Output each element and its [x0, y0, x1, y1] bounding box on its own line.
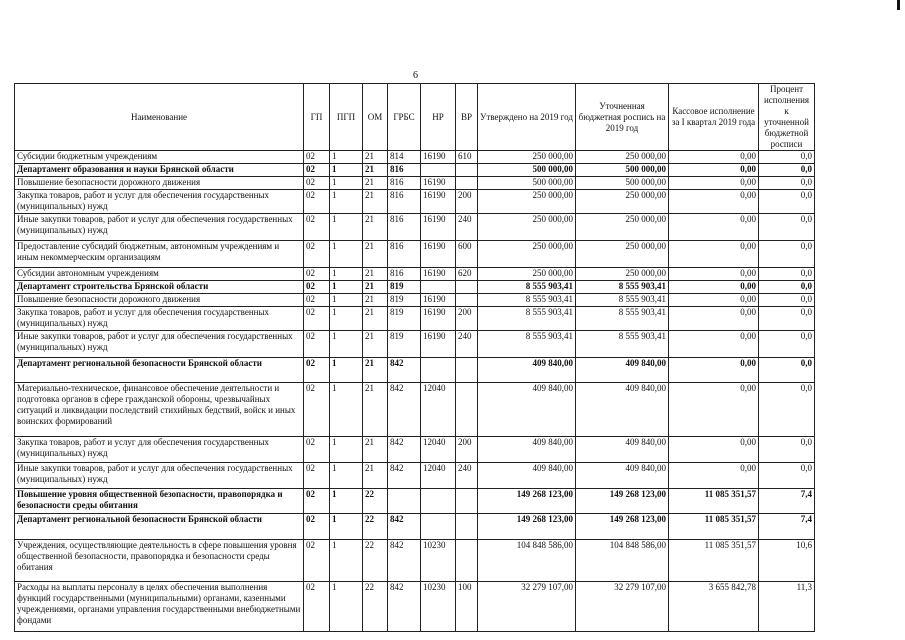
cell-cash: 11 085 351,57	[669, 514, 759, 540]
cell-pgp: 1	[330, 383, 363, 437]
col-header-nr: НР	[421, 84, 456, 151]
cell-om: 21	[363, 190, 388, 214]
cell-grbs: 816	[388, 177, 421, 190]
cell-cash: 0,00	[669, 307, 759, 331]
cell-percent: 0,0	[759, 383, 815, 437]
table-row	[15, 437, 815, 463]
cell-om: 21	[363, 281, 388, 294]
table-row	[15, 383, 815, 437]
cell-nr: 10230	[421, 540, 456, 582]
cell-percent: 7,4	[759, 514, 815, 540]
cell-nr: 10230	[421, 582, 456, 632]
cell-approved: 149 268 123,00	[478, 489, 576, 514]
cell-grbs: 819	[388, 281, 421, 294]
cell-pgp: 1	[330, 540, 363, 582]
cell-grbs: 816	[388, 164, 421, 177]
cell-om: 21	[363, 307, 388, 331]
cell-name: Закупка товаров, работ и услуг для обеспечения государственных (муниципальных) нужд	[15, 307, 304, 331]
cell-approved: 500 000,00	[478, 164, 576, 177]
cell-vr	[456, 383, 478, 437]
cell-gp: 02	[304, 307, 330, 331]
page-edge-mark	[897, 0, 900, 10]
cell-percent: 0,0	[759, 164, 815, 177]
cell-grbs	[388, 489, 421, 514]
cell-name: Закупка товаров, работ и услуг для обеспечения государственных (муниципальных) нужд	[15, 190, 304, 214]
cell-nr: 16190	[421, 177, 456, 190]
cell-om: 21	[363, 164, 388, 177]
table-row	[15, 164, 815, 177]
cell-refined: 250 000,00	[576, 151, 669, 164]
cell-name: Департамент региональной безопасности Брянской области	[15, 358, 304, 383]
cell-approved: 500 000,00	[478, 177, 576, 190]
cell-gp: 02	[304, 540, 330, 582]
table-row	[15, 331, 815, 358]
col-header-name: Наименование	[15, 84, 304, 151]
budget-execution-table	[14, 83, 815, 632]
cell-grbs: 819	[388, 307, 421, 331]
cell-percent: 0,0	[759, 437, 815, 463]
cell-cash: 0,00	[669, 177, 759, 190]
table-row	[15, 489, 815, 514]
cell-nr	[421, 489, 456, 514]
cell-pgp: 1	[330, 281, 363, 294]
cell-nr: 16190	[421, 241, 456, 268]
table-row	[15, 294, 815, 307]
cell-pgp: 1	[330, 241, 363, 268]
cell-refined: 32 279 107,00	[576, 582, 669, 632]
cell-approved: 250 000,00	[478, 190, 576, 214]
cell-pgp: 1	[330, 294, 363, 307]
cell-vr: 240	[456, 463, 478, 489]
cell-nr: 16190	[421, 151, 456, 164]
cell-nr	[421, 514, 456, 540]
cell-grbs: 819	[388, 331, 421, 358]
cell-name: Иные закупки товаров, работ и услуг для обеспечения государственных (муниципальных) нужд	[15, 331, 304, 358]
cell-grbs: 819	[388, 294, 421, 307]
cell-gp: 02	[304, 177, 330, 190]
cell-cash: 11 085 351,57	[669, 489, 759, 514]
table-row	[15, 241, 815, 268]
cell-nr	[421, 358, 456, 383]
cell-percent: 11,3	[759, 582, 815, 632]
cell-om: 21	[363, 358, 388, 383]
cell-percent: 10,6	[759, 540, 815, 582]
cell-percent: 0,0	[759, 307, 815, 331]
cell-vr: 600	[456, 241, 478, 268]
cell-approved: 8 555 903,41	[478, 294, 576, 307]
cell-gp: 02	[304, 514, 330, 540]
cell-gp: 02	[304, 214, 330, 241]
cell-vr	[456, 358, 478, 383]
cell-gp: 02	[304, 190, 330, 214]
cell-percent: 0,0	[759, 241, 815, 268]
cell-pgp: 1	[330, 151, 363, 164]
col-header-om: ОМ	[363, 84, 388, 151]
cell-approved: 149 268 123,00	[478, 514, 576, 540]
table-row	[15, 214, 815, 241]
cell-gp: 02	[304, 437, 330, 463]
cell-refined: 500 000,00	[576, 164, 669, 177]
cell-name: Учреждения, осуществляющие деятельность в сфере повышения уровня общественной безопасности, правопорядка и безопасности среды обитания	[15, 540, 304, 582]
cell-cash: 0,00	[669, 463, 759, 489]
cell-refined: 8 555 903,41	[576, 331, 669, 358]
cell-name: Повышение безопасности дорожного движения	[15, 177, 304, 190]
cell-gp: 02	[304, 489, 330, 514]
cell-refined: 104 848 586,00	[576, 540, 669, 582]
cell-cash: 0,00	[669, 241, 759, 268]
cell-pgp: 1	[330, 268, 363, 281]
cell-cash: 0,00	[669, 331, 759, 358]
cell-grbs: 816	[388, 268, 421, 281]
cell-grbs: 842	[388, 582, 421, 632]
cell-vr	[456, 514, 478, 540]
cell-vr: 240	[456, 331, 478, 358]
table-row	[15, 281, 815, 294]
cell-approved: 409 840,00	[478, 358, 576, 383]
cell-refined: 8 555 903,41	[576, 307, 669, 331]
cell-percent: 0,0	[759, 177, 815, 190]
cell-name: Департамент образования и науки Брянской области	[15, 164, 304, 177]
cell-cash: 0,00	[669, 164, 759, 177]
cell-refined: 250 000,00	[576, 268, 669, 281]
cell-vr	[456, 177, 478, 190]
table-row	[15, 177, 815, 190]
table-row	[15, 540, 815, 582]
cell-percent: 0,0	[759, 358, 815, 383]
cell-gp: 02	[304, 241, 330, 268]
table-row	[15, 151, 815, 164]
cell-om: 21	[363, 268, 388, 281]
cell-gp: 02	[304, 331, 330, 358]
cell-refined: 500 000,00	[576, 177, 669, 190]
cell-percent: 0,0	[759, 268, 815, 281]
cell-percent: 0,0	[759, 294, 815, 307]
col-header-grbs: ГРБС	[388, 84, 421, 151]
cell-grbs: 816	[388, 190, 421, 214]
cell-vr: 610	[456, 151, 478, 164]
cell-percent: 0,0	[759, 214, 815, 241]
cell-nr: 16190	[421, 294, 456, 307]
cell-gp: 02	[304, 151, 330, 164]
table-row	[15, 268, 815, 281]
cell-cash: 0,00	[669, 383, 759, 437]
cell-grbs: 842	[388, 540, 421, 582]
cell-approved: 250 000,00	[478, 241, 576, 268]
cell-nr	[421, 164, 456, 177]
table-row	[15, 190, 815, 214]
col-header-percent: Процент исполнения к уточненной бюджетной росписи	[759, 84, 815, 151]
cell-refined: 409 840,00	[576, 437, 669, 463]
cell-nr: 12040	[421, 437, 456, 463]
cell-refined: 409 840,00	[576, 463, 669, 489]
cell-nr: 16190	[421, 190, 456, 214]
cell-om: 22	[363, 540, 388, 582]
cell-approved: 409 840,00	[478, 383, 576, 437]
cell-pgp: 1	[330, 331, 363, 358]
cell-pgp: 1	[330, 463, 363, 489]
cell-grbs: 816	[388, 241, 421, 268]
cell-pgp: 1	[330, 514, 363, 540]
cell-pgp: 1	[330, 214, 363, 241]
col-header-gp: ГП	[304, 84, 330, 151]
cell-name: Департамент строительства Брянской области	[15, 281, 304, 294]
cell-approved: 250 000,00	[478, 151, 576, 164]
cell-om: 21	[363, 177, 388, 190]
cell-grbs: 842	[388, 463, 421, 489]
cell-refined: 149 268 123,00	[576, 489, 669, 514]
cell-refined: 250 000,00	[576, 214, 669, 241]
cell-grbs: 842	[388, 358, 421, 383]
table-row	[15, 307, 815, 331]
page-number: 6	[413, 70, 418, 81]
cell-pgp: 1	[330, 307, 363, 331]
cell-refined: 250 000,00	[576, 190, 669, 214]
table-row	[15, 582, 815, 632]
col-header-pgp: ПГП	[330, 84, 363, 151]
table-row	[15, 514, 815, 540]
cell-pgp: 1	[330, 190, 363, 214]
cell-percent: 0,0	[759, 190, 815, 214]
cell-grbs: 814	[388, 151, 421, 164]
cell-name: Предоставление субсидий бюджетным, автономным учреждениям и иным некоммерческим организациям	[15, 241, 304, 268]
table-body	[15, 151, 815, 632]
cell-nr: 16190	[421, 331, 456, 358]
cell-om: 22	[363, 514, 388, 540]
cell-pgp: 1	[330, 177, 363, 190]
cell-approved: 250 000,00	[478, 214, 576, 241]
cell-approved: 8 555 903,41	[478, 307, 576, 331]
cell-gp: 02	[304, 164, 330, 177]
col-header-refined: Уточненная бюджетная роспись на 2019 год	[576, 84, 669, 151]
cell-nr: 16190	[421, 307, 456, 331]
cell-vr: 240	[456, 214, 478, 241]
cell-refined: 409 840,00	[576, 358, 669, 383]
cell-pgp: 1	[330, 164, 363, 177]
cell-refined: 409 840,00	[576, 383, 669, 437]
cell-name: Повышение безопасности дорожного движения	[15, 294, 304, 307]
cell-nr: 16190	[421, 214, 456, 241]
cell-cash: 0,00	[669, 437, 759, 463]
col-header-cash: Кассовое исполнение за I квартал 2019 года	[669, 84, 759, 151]
cell-nr: 12040	[421, 463, 456, 489]
cell-percent: 0,0	[759, 281, 815, 294]
cell-grbs: 842	[388, 437, 421, 463]
cell-om: 21	[363, 294, 388, 307]
cell-approved: 32 279 107,00	[478, 582, 576, 632]
cell-approved: 104 848 586,00	[478, 540, 576, 582]
cell-name: Повышение уровня общественной безопасности, правопорядка и безопасности среды обитания	[15, 489, 304, 514]
cell-cash: 0,00	[669, 151, 759, 164]
cell-approved: 250 000,00	[478, 268, 576, 281]
cell-gp: 02	[304, 463, 330, 489]
cell-om: 22	[363, 489, 388, 514]
cell-name: Закупка товаров, работ и услуг для обеспечения государственных (муниципальных) нужд	[15, 437, 304, 463]
table-row	[15, 463, 815, 489]
cell-om: 21	[363, 331, 388, 358]
cell-approved: 8 555 903,41	[478, 281, 576, 294]
cell-percent: 0,0	[759, 151, 815, 164]
cell-grbs: 842	[388, 383, 421, 437]
col-header-vr: ВР	[456, 84, 478, 151]
table-row	[15, 358, 815, 383]
cell-cash: 0,00	[669, 294, 759, 307]
cell-approved: 409 840,00	[478, 437, 576, 463]
cell-cash: 0,00	[669, 214, 759, 241]
cell-approved: 409 840,00	[478, 463, 576, 489]
cell-pgp: 1	[330, 489, 363, 514]
cell-grbs: 816	[388, 214, 421, 241]
cell-cash: 0,00	[669, 358, 759, 383]
cell-om: 21	[363, 437, 388, 463]
cell-om: 21	[363, 151, 388, 164]
cell-vr	[456, 489, 478, 514]
cell-vr: 200	[456, 437, 478, 463]
cell-name: Департамент региональной безопасности Брянской области	[15, 514, 304, 540]
cell-percent: 7,4	[759, 489, 815, 514]
cell-name: Субсидии автономным учреждениям	[15, 268, 304, 281]
cell-name: Материально-техническое, финансовое обеспечение деятельности и подготовка органов в сфере гражданской обороны, чрезвычайных ситуаций и ликвидации последствий стихийных бедствий, войск и иных воинских формирований	[15, 383, 304, 437]
cell-pgp: 1	[330, 358, 363, 383]
cell-om: 21	[363, 463, 388, 489]
cell-approved: 8 555 903,41	[478, 331, 576, 358]
cell-percent: 0,0	[759, 463, 815, 489]
cell-name: Иные закупки товаров, работ и услуг для обеспечения государственных (муниципальных) нужд	[15, 463, 304, 489]
cell-vr	[456, 294, 478, 307]
cell-vr: 620	[456, 268, 478, 281]
cell-refined: 250 000,00	[576, 241, 669, 268]
cell-vr	[456, 540, 478, 582]
cell-name: Иные закупки товаров, работ и услуг для обеспечения государственных (муниципальных) нужд	[15, 214, 304, 241]
cell-refined: 149 268 123,00	[576, 514, 669, 540]
cell-gp: 02	[304, 358, 330, 383]
cell-refined: 8 555 903,41	[576, 281, 669, 294]
cell-om: 22	[363, 582, 388, 632]
cell-gp: 02	[304, 281, 330, 294]
cell-cash: 11 085 351,57	[669, 540, 759, 582]
cell-nr	[421, 281, 456, 294]
cell-vr: 100	[456, 582, 478, 632]
cell-nr: 16190	[421, 268, 456, 281]
cell-gp: 02	[304, 294, 330, 307]
cell-percent: 0,0	[759, 331, 815, 358]
cell-nr: 12040	[421, 383, 456, 437]
cell-om: 21	[363, 383, 388, 437]
cell-name: Субсидии бюджетным учреждениям	[15, 151, 304, 164]
cell-vr: 200	[456, 307, 478, 331]
cell-vr	[456, 164, 478, 177]
cell-om: 21	[363, 214, 388, 241]
cell-vr: 200	[456, 190, 478, 214]
cell-vr	[456, 281, 478, 294]
cell-refined: 8 555 903,41	[576, 294, 669, 307]
cell-om: 21	[363, 241, 388, 268]
cell-cash: 0,00	[669, 281, 759, 294]
table-header-row	[15, 84, 815, 151]
cell-grbs: 842	[388, 514, 421, 540]
cell-cash: 0,00	[669, 268, 759, 281]
cell-gp: 02	[304, 582, 330, 632]
cell-cash: 0,00	[669, 190, 759, 214]
cell-name: Расходы на выплаты персоналу в целях обеспечения выполнения функций государственными (муниципальными) органами, казенными учреждениями, органами управления государственными внебюджетными фондами	[15, 582, 304, 632]
cell-cash: 3 655 842,78	[669, 582, 759, 632]
cell-pgp: 1	[330, 437, 363, 463]
cell-gp: 02	[304, 383, 330, 437]
cell-gp: 02	[304, 268, 330, 281]
cell-pgp: 1	[330, 582, 363, 632]
col-header-approved: Утверждено на 2019 год	[478, 84, 576, 151]
